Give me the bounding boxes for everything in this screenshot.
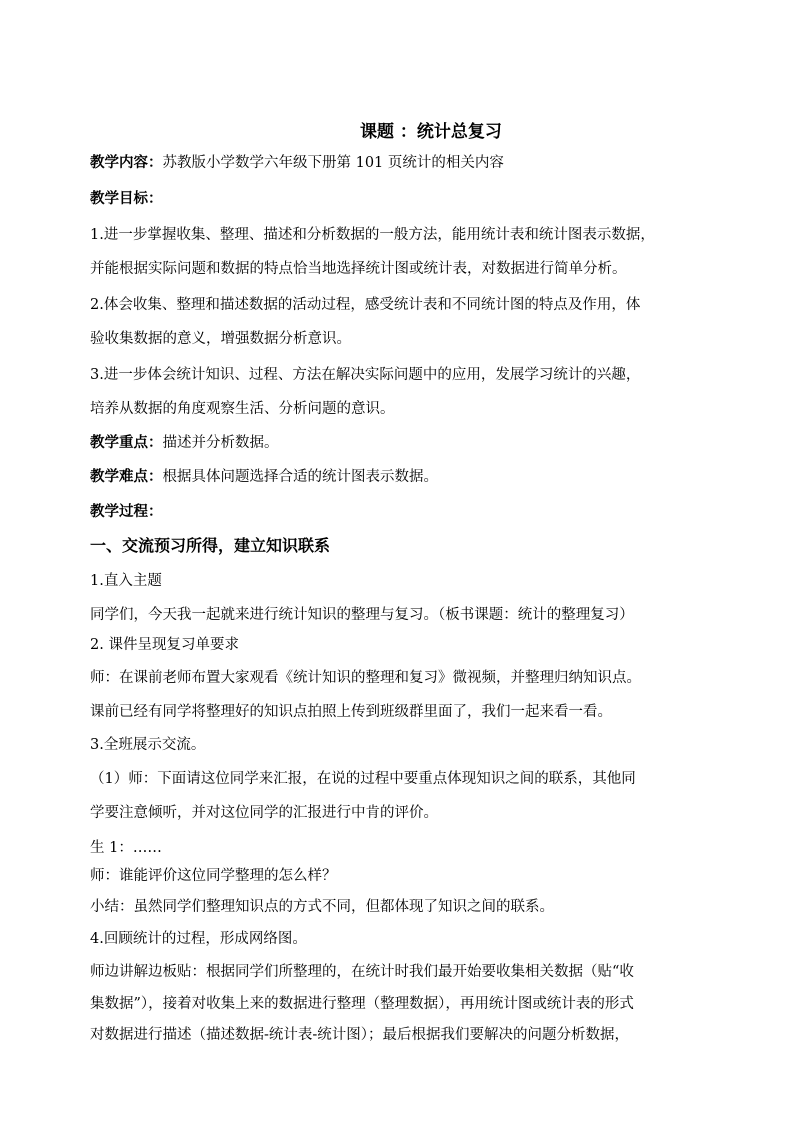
- s1-item-2-line-a: 师：在课前老师布置大家观看《统计知识的整理和复习》微视频，并整理归纳知识点。: [90, 670, 641, 686]
- difficulty-text: 根据具体问题选择合适的统计图表示数据。: [162, 469, 438, 485]
- s1-item-2-line-b: 课前已经有同学将整理好的知识点拍照上传到班级群里面了，我们一起来看一看。: [90, 704, 612, 720]
- key-text: 描述并分析数据。: [162, 435, 279, 451]
- key-label: 教学重点：: [90, 434, 163, 451]
- page-title: 课题 ：统计总复习: [360, 122, 502, 142]
- s1-item-3-line-c: 生 1：……: [90, 840, 162, 856]
- s1-item-4-line-c: 对数据进行描述（描述数据-统计表-统计图）；最后根据我们要解决的问题分析数据，: [90, 1027, 630, 1043]
- s1-item-4-line-b: 集数据”），接着对收集上来的数据进行整理（整理数据），再用统计图或统计表的形式: [90, 996, 634, 1012]
- goal3-line-a: 3.进一步体会统计知识、过程、方法在解决实际问题中的应用，发展学习统计的兴趣，: [90, 367, 641, 383]
- goal1-line-a: 1.进一步掌握收集、整理、描述和分析数据的一般方法，能用统计表和统计图表示数据，: [90, 227, 655, 243]
- s1-item-4: 4.回顾统计的过程，形成网络图。: [90, 931, 307, 947]
- s1-item-4-line-a: 师边讲解边板贴：根据同学们所整理的，在统计时我们最开始要收集相关数据（贴“收: [90, 964, 634, 980]
- goals-label: 教学目标：: [90, 190, 163, 207]
- teaching-difficulty: [90, 467, 438, 487]
- goal1-line-b: 并能根据实际问题和数据的特点恰当地选择统计图或统计表，对数据进行简单分析。: [90, 261, 627, 277]
- content-text: 苏教版小学数学六年级下册第 101 页统计的相关内容: [162, 155, 504, 171]
- process-label: 教学过程：: [90, 503, 163, 520]
- goal2-line-b: 验收集数据的意义，增强数据分析意识。: [90, 331, 351, 347]
- content-label: 教学内容：: [90, 154, 163, 171]
- s1-item-3-line-b: 学要注意倾听，并对这位同学的汇报进行中肯的评价。: [90, 805, 438, 821]
- difficulty-label: 教学难点：: [90, 468, 163, 485]
- s1-item-3-line-d: 师：谁能评价这位同学整理的怎么样？: [90, 868, 337, 884]
- s1-item-3: 3.全班展示交流。: [90, 737, 206, 753]
- goal3-line-b: 培养从数据的角度观察生活、分析问题的意识。: [90, 401, 395, 417]
- s1-item-1-text: 同学们，今天我一起就来进行统计知识的整理与复习。（板书课题：统计的整理复习）: [90, 607, 634, 623]
- goal2-line-a: 2.体会收集、整理和描述数据的活动过程，感受统计表和不同统计图的特点及作用，体: [90, 297, 641, 313]
- teaching-key: [90, 433, 279, 453]
- teaching-content: [90, 153, 504, 173]
- s1-item-2: 2. 课件呈现复习单要求: [90, 637, 239, 653]
- s1-item-3-line-a: （1）师：下面请这位同学来汇报，在说的过程中要重点体现知识之间的联系，其他同: [90, 771, 636, 787]
- s1-item-3-line-e: 小结：虽然同学们整理知识点的方式不同，但都体现了知识之间的联系。: [90, 899, 554, 915]
- section-1-heading: 一、交流预习所得，建立知识联系: [90, 536, 331, 555]
- s1-item-1: 1.直入主题: [90, 573, 162, 589]
